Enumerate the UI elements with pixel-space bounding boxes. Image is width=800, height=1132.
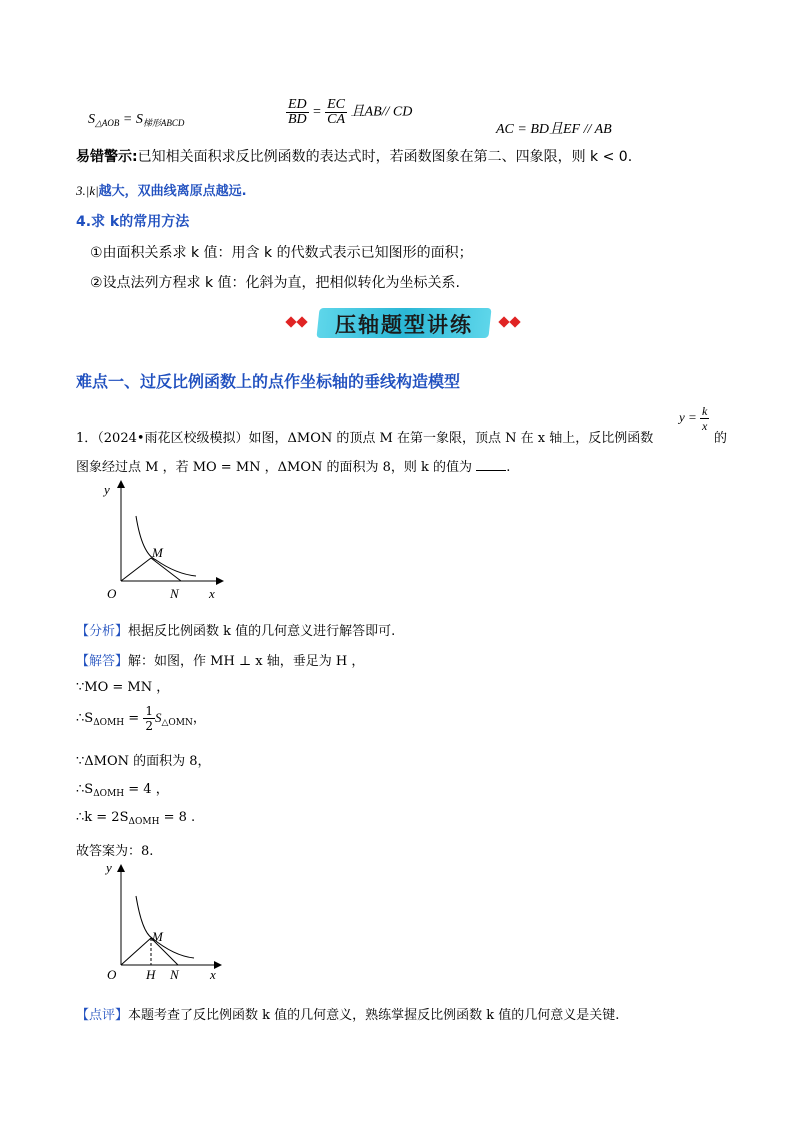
warning-line (76, 146, 632, 166)
fig2-label-h: H (146, 967, 156, 982)
analysis-line: 【分析】根据反比例函数 k 值的几何意义进行解答即可. (76, 624, 396, 639)
problem-line1: 1．（2024•雨花区校级模拟）如图，ΔMON 的顶点 M 在第一象限，顶点 N 在 x 轴上，反比例函数 (76, 431, 654, 446)
figure-2 (66, 858, 226, 984)
problem-function: y = $\frac{k}{x}$ (679, 404, 708, 433)
section-banner (318, 304, 490, 342)
section-title: 难点一、过反比例函数上的点作坐标轴的垂线构造模型 (76, 372, 461, 391)
fig2-label-o: O (107, 967, 117, 982)
solution-tag: 【解答】 (76, 654, 129, 669)
fig1-label-n: N (170, 586, 179, 601)
point4-title: 4.求 k的常用方法 (76, 214, 190, 230)
comment-line: 【点评】本题考查了反比例函数 k 值的几何意义，熟练掌握反比例函数 k 值的几何意义是关键. (76, 1008, 620, 1023)
banner-diamond-right-2 (509, 316, 520, 327)
fig2-label-x: x (210, 967, 216, 982)
banner-diamond-left-2 (296, 316, 307, 327)
comment-tag: 【点评】 (76, 1008, 129, 1023)
point4-item2: ②设点法列方程求 k 值：化斜为直，把相似转化为坐标关系. (90, 275, 461, 291)
banner-diamond-right-1 (498, 316, 509, 327)
warning-label: 易错警示: (76, 149, 138, 165)
fig2-label-m: M (152, 929, 163, 944)
banner-text: 压轴题型讲练 (335, 313, 473, 337)
problem-line1-tail: 的 (714, 431, 728, 446)
figure-1 (66, 476, 226, 606)
solution-step1: ∵MO = MN ， (76, 680, 170, 695)
fig1-label-o: O (107, 586, 117, 601)
fig1-label-m: M (152, 545, 163, 560)
fig1-label-y: y (104, 482, 110, 497)
formula-parallel: AC = BD且EF // AB (496, 122, 612, 137)
answer-blank (476, 470, 506, 471)
analysis-tag: 【分析】 (76, 624, 129, 639)
formula-area-equal: $S_{\triangle AOB} = S_{梯形ABCD}$ (88, 112, 185, 128)
solution-step2: $\therefore S_{\Delta OMH}$ = $\frac{1}{2}$ $S_{\triangle OMN}$， (76, 704, 206, 733)
point3-line: 3.|k|越大，双曲线离原点越远. (76, 183, 247, 199)
solution-answer: 故答案为：8. (76, 844, 154, 859)
warning-text: 已知相关面积求反比例函数的表达式时，若函数图象在第二、四象限，则 k < 0. (137, 149, 633, 165)
solution-line: 【解答】解：如图，作 MH ⊥ x 轴，垂足为 H ， (76, 654, 365, 669)
solution-step4: $\therefore S_{\Delta OMH} = 4$ ， (76, 782, 169, 799)
point4-item1: ①由面积关系求 k 值：用含 k 的代数式表示已知图形的面积； (90, 245, 473, 261)
solution-step5: ∴k = $2S_{\Delta OMH} = 8$ . (76, 810, 196, 827)
problem-line2: 图象经过点 M ，若 MO = MN ，ΔMON 的面积为 8，则 k 的值为 . (76, 460, 511, 475)
solution-step3: ∵ΔMON 的面积为 8， (76, 754, 211, 769)
fig2-label-y: y (106, 860, 112, 875)
fig2-label-n: N (170, 967, 179, 982)
fig1-label-x: x (209, 586, 215, 601)
formula-ratio: $\frac{ED}{BD}$ = $\frac{EC}{CA}$ 且AB// CD (288, 97, 413, 127)
banner-diamond-left-1 (285, 316, 296, 327)
